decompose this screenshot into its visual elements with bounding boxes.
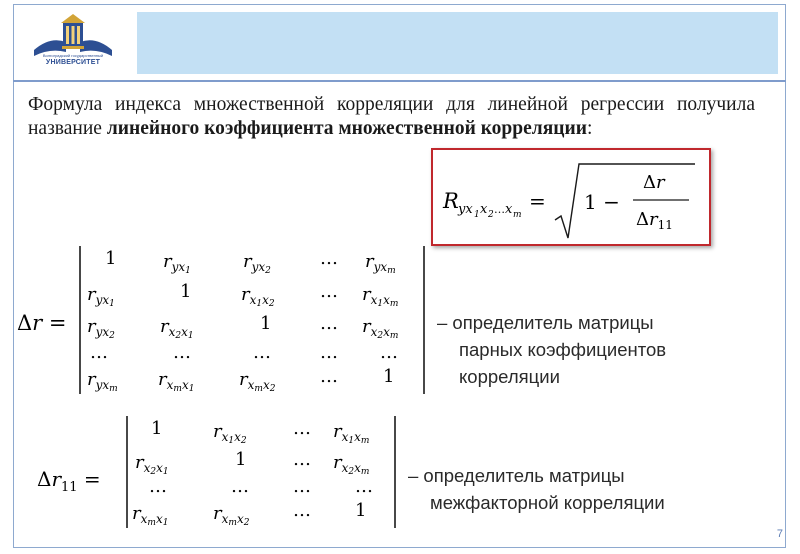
logo-subcaption: Волгоградский государственный <box>42 53 104 58</box>
svg-text:1: 1 <box>383 366 395 387</box>
page-number: 7 <box>776 528 783 540</box>
svg-text:1: 1 <box>355 500 367 521</box>
svg-text:rxmx2: $r_xmx2$ <box>213 503 250 528</box>
svg-text:rx2xm: $r_x2xm$ <box>362 316 399 341</box>
svg-text:rx1xm: $r_x1xm$ <box>333 421 370 446</box>
body-text <box>28 93 755 141</box>
svg-text:yx: yx <box>458 202 473 217</box>
svg-text:rxmx1: $r_xmx1$ <box>132 503 169 528</box>
svg-text:1: 1 <box>474 210 480 220</box>
delta-r-desc-line1: – определитель матрицы <box>437 312 654 333</box>
svg-text:rx2x1: $r_x2x1$ <box>160 316 194 341</box>
delta-r-description <box>437 309 666 390</box>
svg-text:…: … <box>380 342 398 363</box>
svg-text:ryxm: $r_{yx}m$ <box>87 369 118 394</box>
svg-text:ryx2: $r_{yx}2$ <box>243 251 271 276</box>
svg-text:ryx1: $r_{yx}1$ <box>87 284 115 309</box>
body-text-end: : <box>586 118 593 139</box>
svg-text:…: … <box>293 418 311 439</box>
svg-text:…: … <box>293 449 311 470</box>
delta-r11-determinant <box>15 412 405 534</box>
multiple-correlation-formula-box <box>431 148 711 246</box>
svg-text:1: 1 <box>151 418 163 439</box>
svg-text:rx1xm: $r_x1xm$ <box>362 284 399 309</box>
svg-text:=: = <box>529 189 546 213</box>
svg-text:…: … <box>90 342 108 363</box>
svg-text:…: … <box>320 281 338 302</box>
svg-text:ryxm: $r_{yx}m$ <box>365 251 396 276</box>
svg-text:…: … <box>293 476 311 497</box>
svg-text:x: x <box>480 202 488 217</box>
svg-text:…: … <box>320 248 338 269</box>
svg-text:Δr: Δr <box>643 172 665 193</box>
svg-text:…: … <box>149 476 167 497</box>
svg-text:2: 2 <box>488 210 494 220</box>
svg-text:ryx2: $r_{yx}2$ <box>87 316 115 341</box>
svg-text:…: … <box>293 500 311 521</box>
svg-text:rxmx1: $r_xmx1$ <box>158 369 195 394</box>
svg-text:x: x <box>505 202 513 217</box>
delta-r11-desc-line1: – определитель матрицы <box>408 465 625 486</box>
svg-text:1: 1 <box>105 248 117 269</box>
svg-text:Δr11: $\Delta r_{11}$ <box>636 209 673 232</box>
svg-text:…: … <box>320 342 338 363</box>
delta-r11-desc-line2: межфакторной корреляции <box>430 492 665 513</box>
svg-text:rx1x2: $r_x1x2$ <box>213 421 247 446</box>
svg-text:1: 1 <box>180 281 192 302</box>
svg-text:1: 1 <box>235 449 247 470</box>
body-text-part1: Формула индекса множественной корреляции для линейной регрессии получила название <box>28 94 755 139</box>
delta-r-desc-line2: парных коэффициентов <box>459 339 667 360</box>
svg-text:1: 1 <box>260 313 272 334</box>
svg-text:rx2x1: $r_x2x1$ <box>135 452 169 477</box>
svg-text:ryx1: $r_{yx}1$ <box>163 251 191 276</box>
university-emblem-icon <box>30 12 116 58</box>
delta-r11-description <box>408 462 665 516</box>
svg-text:1 −: 1 − <box>584 190 620 214</box>
svg-text:…: … <box>355 476 373 497</box>
svg-text:…: … <box>231 476 249 497</box>
svg-text:m: m <box>513 210 522 220</box>
title-banner <box>137 12 778 74</box>
multiple-correlation-formula <box>433 150 709 244</box>
svg-text:Δr11 =: $\Delta r_{11}$ = <box>37 467 101 495</box>
delta-r-desc-line3: корреляции <box>459 366 560 387</box>
svg-text:…: … <box>494 203 505 216</box>
svg-text:Δr =: Δr = <box>17 311 67 335</box>
logo-caption: УНИВЕРСИТЕТ <box>45 59 101 66</box>
svg-text:…: … <box>320 313 338 334</box>
svg-text:rx1x2: $r_x1x2$ <box>241 284 275 309</box>
body-text-bold: линейного коэффициента множественной корреляции <box>106 118 587 139</box>
svg-text:rxmx2: $r_xmx2$ <box>239 369 276 394</box>
svg-text:rx2xm: $r_x2xm$ <box>333 452 370 477</box>
svg-text:…: … <box>173 342 191 363</box>
university-logo <box>30 12 116 72</box>
delta-r-determinant <box>15 242 435 400</box>
svg-text:…: … <box>253 342 271 363</box>
svg-text:…: … <box>320 366 338 387</box>
svg-text:R: R <box>443 189 459 213</box>
